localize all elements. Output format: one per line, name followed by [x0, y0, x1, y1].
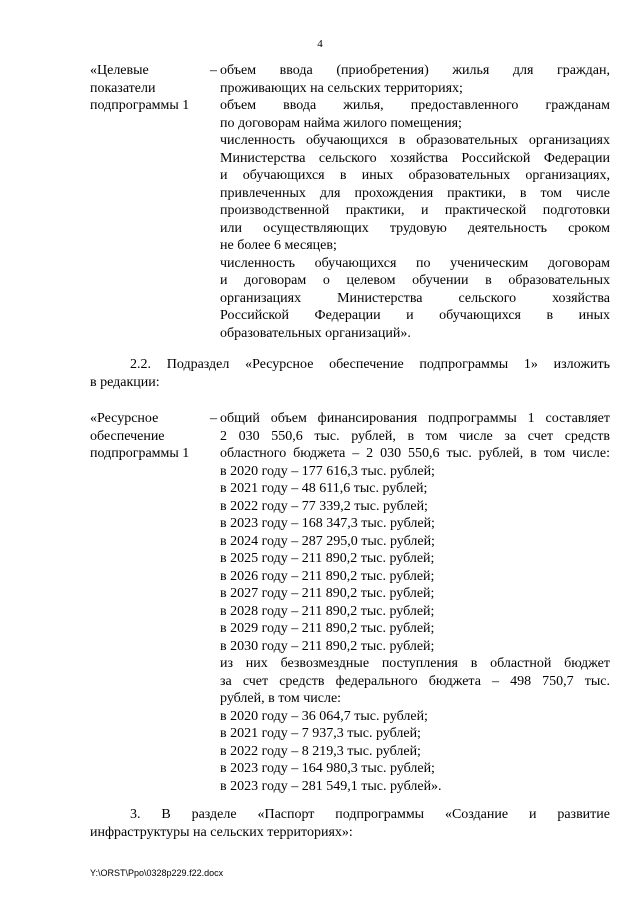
text-line: общий объем финансирования подпрограммы 1 составляет: [220, 411, 610, 426]
text-line: производственной практики, и практической подготовки: [220, 203, 610, 218]
text-line: из них безвозмездные поступления в областной бюджет: [220, 656, 610, 671]
text-line: в 2021 году – 7 937,3 тыс. рублей;: [220, 726, 421, 741]
paragraph-3: [90, 806, 610, 841]
page-number: 4: [317, 38, 323, 50]
paragraph-line: инфраструктуры на сельских территориях»:: [90, 824, 353, 840]
text-line: привлеченных для прохождения практики, в том числе: [220, 185, 610, 201]
text-line: в 2020 году – 177 616,3 тыс. рублей;: [220, 463, 435, 479]
text-line: в 2030 году – 211 890,2 тыс. рублей;: [220, 638, 435, 654]
text-line: в 2024 году – 287 295,0 тыс. рублей;: [220, 533, 435, 549]
text-line: в 2026 году – 211 890,2 тыс. рублей;: [220, 568, 435, 584]
text-line: образовательных организаций».: [220, 325, 411, 341]
text-line: в 2022 году – 8 219,3 тыс. рублей;: [220, 743, 421, 759]
text-line: в 2023 году – 168 347,3 тыс. рублей;: [220, 516, 435, 531]
text-line: организациях Министерства сельского хозяйства: [220, 290, 610, 306]
text-line: проживающих на сельских территориях;: [220, 80, 463, 96]
text-line: и договорам о целевом обучении в образовательных: [220, 273, 610, 288]
text-line: за счет средств федерального бюджета – 498 750,7 тыс.: [220, 673, 610, 689]
text-line: в 2023 году – 281 549,1 тыс. рублей».: [220, 778, 442, 794]
paragraph-line: 3. В разделе «Паспорт подпрограммы «Создание и развитие: [130, 807, 610, 822]
text-line: объем ввода (приобретения) жилья для граждан,: [220, 63, 610, 78]
text-line: Российской Федерации и обучающихся в иных: [220, 308, 610, 323]
text-line: в 2021 году – 48 611,6 тыс. рублей;: [220, 481, 428, 496]
paragraph-line: в редакции:: [90, 374, 160, 390]
text-line: объем ввода жилья, предоставленного гражданам: [220, 98, 610, 113]
text-line: численность обучающихся в образовательных организациях: [220, 133, 610, 148]
text-line: по договорам найма жилого помещения;: [220, 115, 462, 131]
text-line: в 2025 году – 211 890,2 тыс. рублей;: [220, 551, 435, 566]
text-line: или осуществляющих трудовую деятельность сроком: [220, 220, 610, 236]
resource-provision-text: [220, 410, 610, 795]
text-line: и обучающихся в иных образовательных организациях,: [220, 168, 610, 183]
text-line: в 2028 году – 211 890,2 тыс. рублей;: [220, 603, 435, 619]
text-line: областного бюджета – 2 030 550,6 тыс. рублей, в том числе:: [220, 446, 610, 461]
text-line: Министерства сельского хозяйства Российской Федерации: [220, 150, 610, 166]
paragraph-2-2: [90, 356, 610, 391]
text-line: в 2027 году – 211 890,2 тыс. рублей;: [220, 586, 435, 601]
text-line: не более 6 месяцев;: [220, 238, 337, 253]
resource-provision-label: «Ресурсное обеспечение подпрограммы 1: [90, 411, 190, 461]
dash: –: [210, 63, 217, 78]
text-line: в 2020 году – 36 064,7 тыс. рублей;: [220, 708, 428, 724]
target-indicators-text: [220, 62, 610, 342]
text-line: 2 030 550,6 тыс. рублей, в том числе за счет средств: [220, 428, 610, 444]
text-line: в 2022 году – 77 339,2 тыс. рублей;: [220, 498, 428, 514]
file-path-footer: Y:\ORST\Ppo\0328p229.f22.docx: [90, 868, 224, 878]
target-indicators-label: «Целевые показатели подпрограммы 1: [90, 63, 190, 113]
text-line: численность обучающихся по ученическим договорам: [220, 255, 610, 271]
text-line: рублей, в том числе:: [220, 691, 342, 706]
text-line: в 2023 году – 164 980,3 тыс. рублей;: [220, 761, 435, 776]
paragraph-line: 2.2. Подраздел «Ресурсное обеспечение подпрограммы 1» изложить: [130, 357, 610, 372]
text-line: в 2029 году – 211 890,2 тыс. рублей;: [220, 621, 435, 636]
dash: –: [210, 411, 217, 426]
